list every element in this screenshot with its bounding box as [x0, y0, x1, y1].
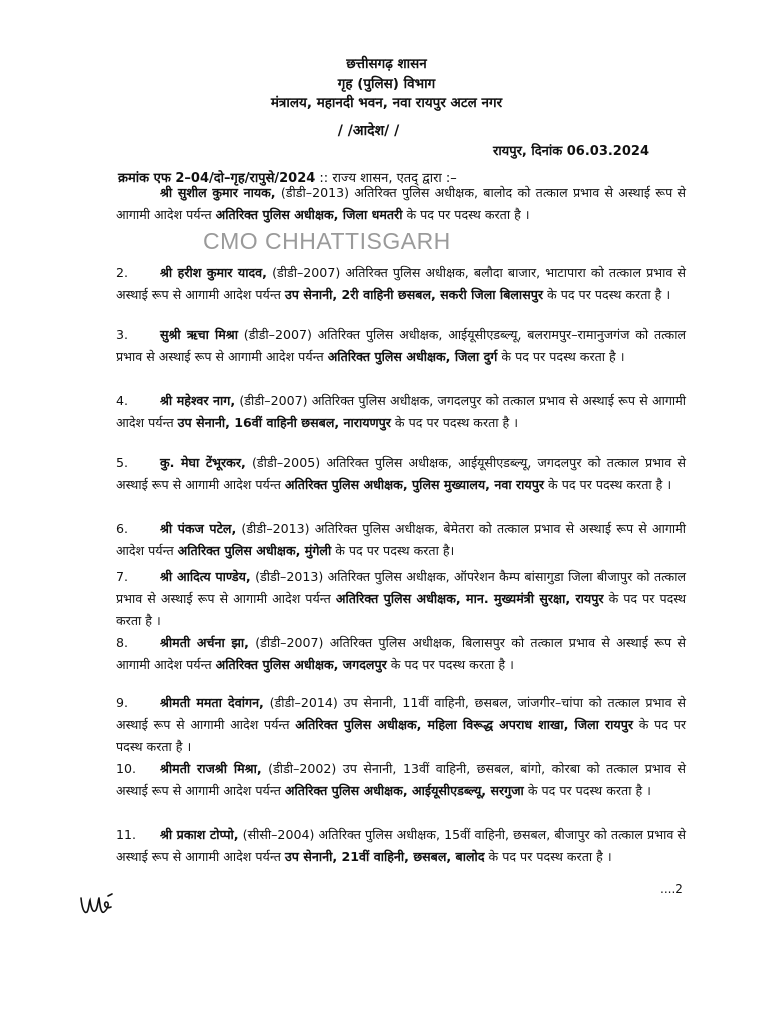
- order-paragraph: [116, 824, 686, 868]
- new-posting: अतिरिक्त पुलिस अधीक्षक, मान. मुख्यमंत्री सुरक्षा, रायपुर: [335, 591, 604, 606]
- paragraph-text: (डीडी–2007) अतिरिक्त पुलिस अधीक्षक, बिलासपुर को तत्काल प्रभाव से अस्थाई रूप से आगामी आदेश पर्यन्त: [116, 635, 686, 672]
- paragraph-text: (सीसी–2004) अतिरिक्त पुलिस अधीक्षक, 15वीं वाहिनी, छसबल, बीजापुर को तत्काल प्रभाव से अस्थाई रूप से आगामी आदेश पर्यन्त: [116, 827, 686, 864]
- officer-name: श्री महेश्वर नाग,: [160, 393, 236, 408]
- paragraph-tail: के पद पर पदस्थ करता है ।: [543, 287, 671, 302]
- officer-name: सुश्री ऋचा मिश्रा: [160, 327, 238, 342]
- new-posting: अतिरिक्त पुलिस अधीक्षक, आईयूसीएडब्ल्यू, सरगुजा: [284, 783, 524, 798]
- new-posting: अतिरिक्त पुलिस अधीक्षक, जिला दुर्ग: [327, 349, 498, 364]
- officer-name: श्री प्रकाश टोप्पो,: [160, 827, 239, 842]
- new-posting: अतिरिक्त पुलिस अधीक्षक, महिला विरूद्ध अपराध शाखा, जिला रायपुर: [295, 717, 633, 732]
- page-continuation: ....2: [660, 882, 683, 896]
- signature-initials: [78, 890, 118, 922]
- order-title: / /आदेश/ /: [337, 123, 400, 139]
- order-paragraph: [116, 692, 686, 758]
- officer-name: श्री आदित्य पाण्डेय,: [160, 569, 251, 584]
- paragraph-number: 3.: [116, 327, 129, 342]
- officer-name: कु. मेघा टेंभूरकर,: [160, 455, 246, 470]
- officer-name: श्री सुशील कुमार नायक,: [160, 185, 276, 200]
- paragraph-text: (डीडी–2013) अतिरिक्त पुलिस अधीक्षक, ऑपरेशन कैम्प बांसागुडा जिला बीजापुर को तत्काल प्रभाव से अस्थाई रूप से आगामी आदेश पर्यन्त: [116, 569, 686, 606]
- paragraph-text: (डीडी–2005) अतिरिक्त पुलिस अधीक्षक, आईयूसीएडब्ल्यू, जगदलपुर को तत्काल प्रभाव से अस्थाई रूप से आगामी आदेश पर्यन्त: [116, 455, 686, 492]
- paragraph-text: (डीडी–2002) उप सेनानी, 13वीं वाहिनी, छसबल, बांगो, कोरबा को तत्काल प्रभाव से अस्थाई रूप से आगामी आदेश पर्यन्त: [116, 761, 687, 798]
- officer-name: श्री हरीश कुमार यादव,: [160, 265, 267, 280]
- paragraph-number: 9.: [116, 695, 129, 710]
- order-paragraph: [116, 518, 686, 562]
- paragraph-number: 10.: [116, 761, 137, 776]
- order-paragraph: [116, 182, 686, 226]
- paragraph-number: 6.: [116, 521, 129, 536]
- new-posting: उप सेनानी, 21वीं वाहिनी, छसबल, बालोद: [284, 849, 485, 864]
- paragraph-tail: के पद पर पदस्थ करता है ।: [116, 717, 686, 754]
- officer-name: श्रीमती अर्चना झा,: [160, 635, 249, 650]
- order-number: क्रमांक एफ 2–04/दो–गृह/रापुसे/2024: [118, 171, 316, 186]
- new-posting: अतिरिक्त पुलिस अधीक्षक, जिला धमतरी: [215, 207, 403, 222]
- paragraph-text: (डीडी–2007) अतिरिक्त पुलिस अधीक्षक, बलौदा बाजार, भाटापारा को तत्काल प्रभाव से अस्थाई रूप से आगामी आदेश पर्यन्त: [116, 265, 686, 302]
- new-posting: अतिरिक्त पुलिस अधीक्षक, जगदलपुर: [215, 657, 387, 672]
- order-intro: :: राज्य शासन, एतद् द्वारा :–: [315, 171, 457, 186]
- paragraph-tail: के पद पर पदस्थ करता है ।: [484, 849, 612, 864]
- paragraph-tail: के पद पर पदस्थ करता है।: [331, 543, 455, 558]
- paragraph-text: (डीडी–2013) अतिरिक्त पुलिस अधीक्षक, बेमेतरा को तत्काल प्रभाव से अस्थाई रूप से आगामी आदेश पर्यन्त: [116, 521, 686, 558]
- new-posting: अतिरिक्त पुलिस अधीक्षक, मुंगेली: [177, 543, 332, 558]
- new-posting: उप सेनानी, 16वीं वाहिनी छसबल, नारायणपुर: [177, 415, 391, 430]
- paragraph-number: 5.: [116, 455, 129, 470]
- paragraph-number: 2.: [116, 265, 129, 280]
- order-paragraph: [116, 262, 686, 306]
- paragraph-tail: के पद पर पदस्थ करता है ।: [386, 657, 514, 672]
- header-government: छत्तीसगढ़ शासन: [346, 56, 427, 72]
- header-department: गृह (पुलिस) विभाग: [337, 76, 436, 92]
- paragraph-number: 11.: [116, 827, 137, 842]
- paragraph-text: (डीडी–2007) अतिरिक्त पुलिस अधीक्षक, आईयूसीएडब्ल्यू, बलरामपुर–रामानुजगंज को तत्काल प्रभाव से अस्थाई रूप से आगामी आदेश पर्यन्त: [116, 327, 686, 364]
- paragraph-tail: के पद पर पदस्थ करता है ।: [402, 207, 530, 222]
- order-paragraph: [116, 632, 686, 676]
- paragraph-number: 4.: [116, 393, 129, 408]
- order-date: रायपुर, दिनांक 06.03.2024: [493, 144, 649, 159]
- order-paragraph: [116, 758, 686, 802]
- officer-name: श्रीमती राजश्री मिश्रा,: [160, 761, 262, 776]
- paragraph-tail: के पद पर पदस्थ करता है ।: [544, 477, 672, 492]
- order-paragraph: [116, 390, 686, 434]
- paragraph-tail: के पद पर पदस्थ करता है ।: [523, 783, 651, 798]
- order-paragraph: [116, 452, 686, 496]
- order-paragraph: [116, 566, 686, 632]
- paragraph-text: (डीडी–2014) उप सेनानी, 11वीं वाहिनी, छसबल, जांजगीर–चांपा को तत्काल प्रभाव से अस्थाई रूप से आगामी आदेश पर्यन्त: [116, 695, 686, 732]
- paragraph-tail: के पद पर पदस्थ करता है ।: [390, 415, 519, 430]
- paragraph-text: (डीडी–2007) अतिरिक्त पुलिस अधीक्षक, जगदलपुर को तत्काल प्रभाव से अस्थाई रूप से आगामी आदेश पर्यन्त: [116, 393, 686, 430]
- paragraph-number: 8.: [116, 635, 129, 650]
- officer-name: श्री पंकज पटेल,: [160, 521, 237, 536]
- officer-name: श्रीमती ममता देवांगन,: [160, 695, 264, 710]
- paragraph-tail: के पद पर पदस्थ करता है ।: [497, 349, 625, 364]
- new-posting: उप सेनानी, 2री वाहिनी छसबल, सकरी जिला बिलासपुर: [284, 287, 544, 302]
- watermark: CMO CHHATTISGARH: [203, 228, 451, 254]
- new-posting: अतिरिक्त पुलिस अधीक्षक, पुलिस मुख्यालय, नवा रायपुर: [284, 477, 545, 492]
- order-paragraph: [116, 324, 686, 368]
- paragraph-number: 7.: [116, 569, 129, 584]
- paragraph-text: (डीडी–2013) अतिरिक्त पुलिस अधीक्षक, बालोद को तत्काल प्रभाव से अस्थाई रूप से आगामी आदेश पर्यन्त: [116, 185, 686, 222]
- paragraph-tail: के पद पर पदस्थ करता है ।: [116, 591, 686, 628]
- header-address: मंत्रालय, महानदी भवन, नवा रायपुर अटल नगर: [270, 95, 503, 111]
